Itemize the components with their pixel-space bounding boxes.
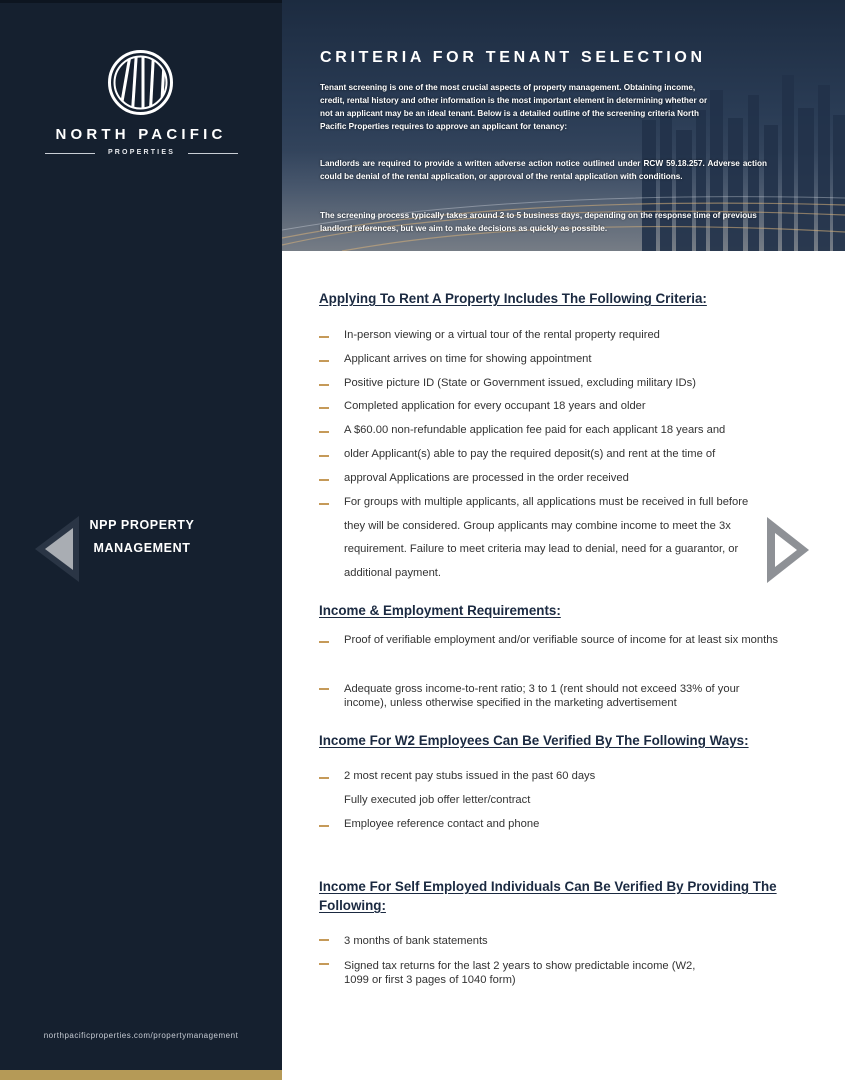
list-item: Proof of verifiable employment and/or verifiable source of income for at least six months xyxy=(344,634,779,646)
list-item: older Applicant(s) able to pay the required deposit(s) and rent at the time of xyxy=(344,448,716,460)
header-banner xyxy=(282,0,845,251)
list-item: 2 most recent pay stubs issued in the past 60 days xyxy=(344,770,596,782)
list-item: approval Applications are processed in the order received xyxy=(344,472,629,484)
footer-url-link[interactable]: northpacificproperties.com/propertymanagement xyxy=(43,1031,239,1040)
sidebar xyxy=(0,0,282,1080)
left-arrow-icon[interactable] xyxy=(33,514,81,584)
list-item: Completed application for every occupant 18 years and older xyxy=(344,400,646,412)
list-item: Fully executed job offer letter/contract xyxy=(344,794,531,806)
list-item: Positive picture ID (State or Government issued, excluding military IDs) xyxy=(344,377,696,389)
bullet-dash xyxy=(319,688,329,690)
bullet-dash xyxy=(319,963,329,965)
bullet-dash xyxy=(319,455,329,457)
page-title: CRITERIA FOR TENANT SELECTION xyxy=(320,49,706,66)
criteria-heading: Applying To Rent A Property Includes The Following Criteria: xyxy=(319,291,707,306)
bullet-dash xyxy=(319,777,329,779)
bullet-dash xyxy=(319,407,329,409)
list-item: Applicant arrives on time for showing appointment xyxy=(344,353,592,365)
income-heading: Income & Employment Requirements: xyxy=(319,603,561,618)
sidebar-top-edge xyxy=(0,0,282,3)
list-item: 3 months of bank statements xyxy=(344,935,488,947)
list-item: In-person viewing or a virtual tour of the rental property required xyxy=(344,329,660,341)
list-item: Signed tax returns for the last 2 years to show predictable income (W2, 1099 or first 3 pages of 1040 form) xyxy=(344,960,696,986)
bullet-dash xyxy=(319,479,329,481)
list-item: Employee reference contact and phone xyxy=(344,818,540,830)
divider xyxy=(188,153,238,154)
right-arrow-icon[interactable] xyxy=(764,514,812,586)
bullet-dash xyxy=(319,336,329,338)
brand-subtitle-row xyxy=(45,149,238,159)
npp-property-management-label xyxy=(83,514,201,560)
screening-time-paragraph: The screening process typically takes around 2 to 5 business days, depending on the response time of previous landlord references, but we aim to make decisions as quickly as possible. xyxy=(320,211,757,233)
main-content xyxy=(282,251,845,1080)
adverse-action-paragraph: Landlords are required to provide a written adverse action notice outlined under RCW 59.18.257. Adverse action could be denial of the rental application, or approval of the rental application with conditions. xyxy=(320,159,767,181)
npp-line-1: NPP PROPERTY xyxy=(89,518,195,532)
npp-line-2: MANAGEMENT xyxy=(93,541,191,555)
brand-name: NORTH PACIFIC xyxy=(55,126,227,143)
bullet-dash xyxy=(319,431,329,433)
divider xyxy=(45,153,95,154)
bullet-dash xyxy=(319,384,329,386)
bullet-dash xyxy=(319,825,329,827)
w2-heading: Income For W2 Employees Can Be Verified By The Following Ways: xyxy=(319,733,749,748)
north-pacific-logo-icon xyxy=(107,49,174,116)
list-item: For groups with multiple applicants, all applications must be received in full before they will be considered. Group applicants may combine income to meet the 3x requirement. Failure to meet criteria may lead to denial, need for a guarantor, or additional payment. xyxy=(344,496,749,580)
bullet-dash xyxy=(319,503,329,505)
gold-accent-bar xyxy=(0,1070,282,1080)
bullet-dash xyxy=(319,641,329,643)
list-item: A $60.00 non-refundable application fee paid for each applicant 18 years and xyxy=(344,424,726,436)
intro-paragraph: Tenant screening is one of the most crucial aspects of property management. Obtaining income, credit, rental history and other information is the most important element in determining whether or not an applicant may be an ideal tenant. Below is a detailed outline of the screening criteria North Pacific Properties requires to approve an applicant for tenancy: xyxy=(320,83,708,131)
brand-subtitle: PROPERTIES xyxy=(107,149,176,156)
bullet-dash xyxy=(319,360,329,362)
self-employed-heading: Income For Self Employed Individuals Can Be Verified By Providing The Following: xyxy=(319,879,777,913)
list-item: Adequate gross income-to-rent ratio; 3 to 1 (rent should not exceed 33% of your income), unless otherwise specified in the marketing advertisement xyxy=(344,683,740,709)
bullet-dash xyxy=(319,939,329,941)
